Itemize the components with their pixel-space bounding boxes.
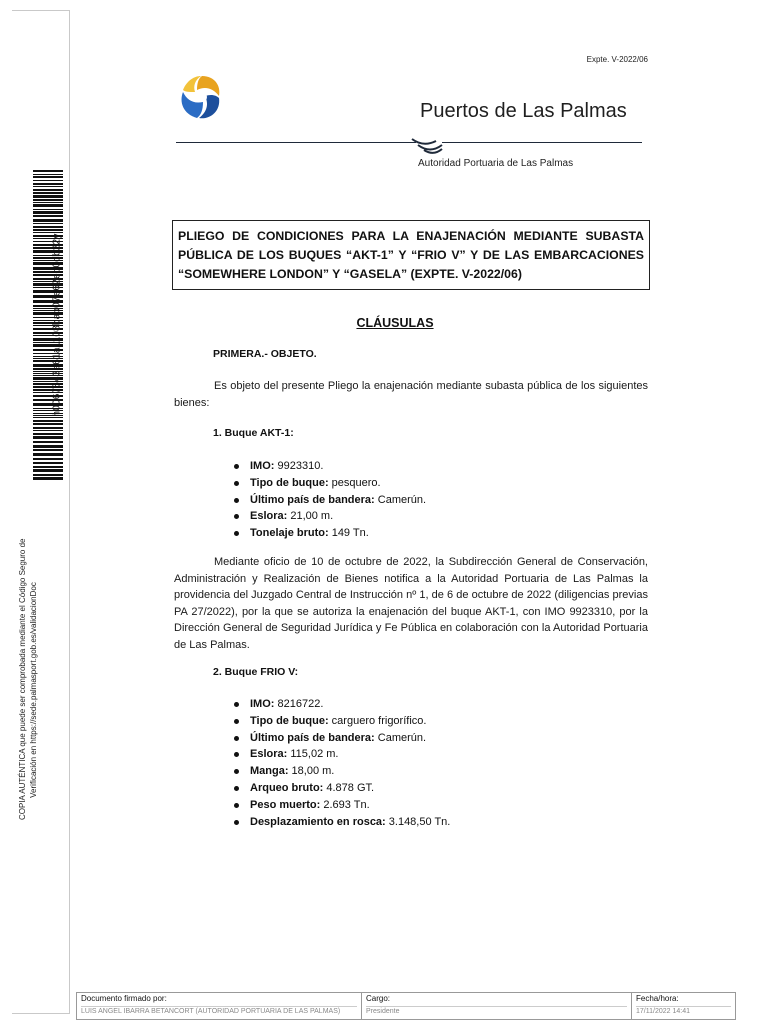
list-item [232,508,426,525]
intro-paragraph: Es objeto del presente Pliego la enajenación mediante subasta pública de los siguientes bienes: [174,380,648,409]
verification-code: h0067543a61a1108bab07e62eb0db22y [51,233,63,417]
spec-label: Último país de bandera: [250,493,375,506]
spec-value: 115,02 m. [287,748,339,761]
role-label: Cargo: [366,994,391,1003]
vessel-heading-akt1: 1. Buque AKT-1: [213,427,294,439]
spec-label: Manga: [250,765,289,778]
spec-label: Último país de bandera: [250,731,375,744]
spec-value: 2.693 Tn. [320,798,370,811]
list-item [232,780,450,797]
list-item [232,713,450,730]
spec-value: Camerún. [374,493,427,506]
vessel-heading-friov: 2. Buque FRIO V: [213,666,299,678]
spec-label: IMO: [250,460,275,472]
spec-label: Arqueo bruto: [250,781,324,794]
signer-name: LUIS ANGEL IBARRA BETANCORT (AUTORIDAD PORTUARIA DE LAS PALMAS) [81,1006,357,1015]
spec-label: IMO: [250,698,275,710]
expediente-reference: Expte. V-2022/06 [586,55,648,64]
spec-label: Desplazamiento en rosca: [250,815,386,828]
list-item [232,730,450,747]
spec-value: 21,00 m. [287,510,334,523]
list-item [232,797,450,814]
clause-title: PRIMERA.- OBJETO. [213,348,317,360]
spec-value: 8216722. [274,698,324,710]
role-cell [362,993,632,1019]
spec-value: 9923310. [274,460,324,472]
spec-value: pesquero. [328,476,381,489]
list-item [232,525,426,542]
spec-value: Camerún. [374,731,427,744]
authenticity-note-line-2: Verificación en https://sede.palmasport.gob.es/validacionDoc [29,582,38,798]
signer-cell [77,993,362,1019]
section-heading: CLÁUSULAS [356,316,434,330]
vessel-specs-friov [232,696,450,830]
authenticity-note-line-1: COPIA AUTÉNTICA que puede ser comprobada mediante el Código Seguro de [18,538,27,820]
spec-label: Tonelaje bruto: [250,527,329,540]
header-rule-left [176,142,416,143]
spec-value: 149 Tn. [328,527,369,540]
body-paragraph: Mediante oficio de 10 de octubre de 2022, la Subdirección General de Conservación, Administración y Realización de Bienes notifica a la Autoridad Portuaria de Las Palmas la providencia del Juzgado Central de Instrucción nº 1, de 6 de octubre de 2022 (diligencias previas PA 27/2022), por la que se autoriza la enajenación del buque AKT-1, con IMO 9923310, por la Dirección General de Seguridad Jurídica y Fe Pública en colaboración con la Autoridad Portuaria de Las Palmas. [174,556,648,651]
signed-by-label: Documento firmado por: [81,994,167,1003]
list-item [232,696,450,713]
document-title: PLIEGO DE CONDICIONES PARA LA ENAJENACIÓN MEDIANTE SUBASTA PÚBLICA DE LOS BUQUES “AKT-1” Y “FRIO V” Y DE LAS EMBARCACIONES “SOMEWHERE LONDON” Y “GASELA” (EXPTE. V-2022/06) [172,220,650,290]
spec-value: 4.878 GT. [323,781,375,794]
spec-value: 3.148,50 Tn. [385,815,451,828]
list-item [232,814,450,831]
spec-label: Tipo de buque: [250,714,329,727]
spec-value: 18,00 m. [288,765,335,778]
date-value: 17/11/2022 14:41 [636,1006,731,1015]
date-label: Fecha/hora: [636,994,679,1003]
list-item [232,746,450,763]
list-item [232,763,450,780]
spec-label: Eslora: [250,748,288,761]
organization-name: Puertos de Las Palmas [420,100,627,122]
wave-icon [410,135,458,155]
port-authority-logo-icon [175,70,229,124]
date-cell [632,993,735,1019]
list-item [232,492,426,509]
vessel-specs-akt1 [232,458,426,542]
role-value: Presidente [366,1006,627,1015]
list-item [232,458,426,475]
spec-value: carguero frigorífico. [328,714,427,727]
spec-label: Peso muerto: [250,798,321,811]
spec-label: Tipo de buque: [250,476,329,489]
signature-footer [76,992,736,1020]
header-rule-right [442,142,642,143]
organization-subtitle: Autoridad Portuaria de Las Palmas [418,158,574,169]
list-item [232,475,426,492]
spec-label: Eslora: [250,510,288,523]
